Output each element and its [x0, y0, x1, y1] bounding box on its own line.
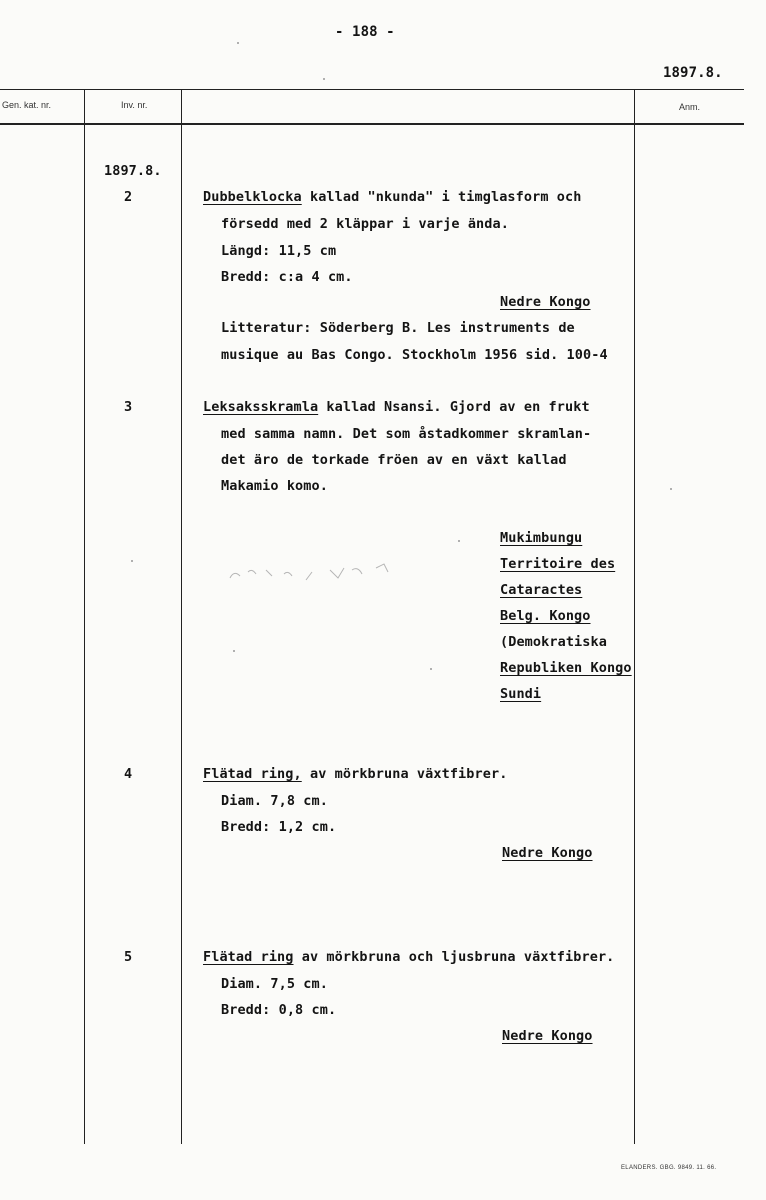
- entry-line: Diam. 7,5 cm.: [221, 976, 328, 992]
- entry-number: 2: [124, 189, 133, 205]
- entry-title-line: [203, 189, 581, 205]
- entry-line: Längd: 11,5 cm: [221, 243, 337, 259]
- entry-number: 4: [124, 766, 133, 782]
- section-year: 1897.8.: [104, 163, 162, 179]
- header-bottom-rule: [0, 123, 744, 125]
- entry-place-line: Sundi: [500, 686, 542, 702]
- entry-line: med samma namn. Det som åstadkommer skramlan-: [221, 426, 592, 442]
- entry-line: försedd med 2 kläppar i varje ända.: [221, 216, 509, 232]
- entry-title-rest: kallad "nkunda" i timglasform och: [301, 189, 582, 205]
- column-divider-3: [634, 89, 635, 1144]
- entry-place: Nedre Kongo: [502, 845, 593, 861]
- entry-place-line: Territoire des: [500, 556, 616, 572]
- paper-speck: [233, 650, 235, 652]
- entry-literature-line: musique au Bas Congo. Stockholm 1956 sid. 100-4: [221, 347, 608, 363]
- paper-speck: [670, 488, 672, 490]
- entry-title-line: [203, 949, 614, 965]
- paper-speck: [237, 42, 239, 44]
- entry-literature-line: Litteratur: Söderberg B. Les instruments de: [221, 320, 575, 336]
- entry-place-line: Cataractes: [500, 582, 583, 598]
- entry-title-rest: av mörkbruna växtfibrer.: [301, 766, 508, 782]
- page-number: - 188 -: [335, 24, 395, 40]
- entry-place-line: Mukimbungu: [500, 530, 583, 546]
- entry-line: Bredd: 1,2 cm.: [221, 819, 337, 835]
- entry-place: Nedre Kongo: [500, 294, 591, 310]
- header-year: 1897.8.: [663, 65, 723, 81]
- entry-title-rest: av mörkbruna och ljusbruna växtfibrer.: [293, 949, 615, 965]
- entry-title-line: [203, 399, 590, 415]
- pencil-mark-icon: [226, 552, 406, 588]
- column-divider-2: [181, 89, 182, 1144]
- entry-place-line: Belg. Kongo: [500, 608, 591, 624]
- paper-speck: [430, 668, 432, 670]
- header-top-rule: [0, 89, 744, 90]
- paper-speck: [131, 560, 133, 562]
- entry-title: Flätad ring: [203, 949, 294, 965]
- paper-speck: [323, 78, 325, 80]
- entry-title-rest: kallad Nsansi. Gjord av en frukt: [318, 399, 590, 415]
- entry-number: 5: [124, 949, 133, 965]
- entry-title: Flätad ring,: [203, 766, 302, 782]
- entry-line: Bredd: c:a 4 cm.: [221, 269, 353, 285]
- entry-place: Nedre Kongo: [502, 1028, 593, 1044]
- entry-place-line: Republiken Kongo: [500, 660, 632, 676]
- entry-line: Diam. 7,8 cm.: [221, 793, 328, 809]
- column-heading-anm: Anm.: [679, 102, 701, 112]
- column-heading-inv-nr: Inv. nr.: [121, 100, 148, 110]
- column-heading-gen-kat-nr: Gen. kat. nr.: [2, 100, 52, 110]
- entry-title: Dubbelklocka: [203, 189, 302, 205]
- entry-line: det äro de torkade fröen av en växt kallad: [221, 452, 567, 468]
- entry-title-line: [203, 766, 507, 782]
- entry-line: Bredd: 0,8 cm.: [221, 1002, 337, 1018]
- entry-title: Leksaksskramla: [203, 399, 319, 415]
- entry-number: 3: [124, 399, 133, 415]
- paper-speck: [458, 540, 460, 542]
- entry-line: Makamio komo.: [221, 478, 328, 494]
- printer-mark: ELANDERS. GBG. 9849. 11. 66.: [621, 1165, 717, 1171]
- column-divider-1: [84, 89, 85, 1144]
- entry-place-line: (Demokratiska: [500, 634, 607, 650]
